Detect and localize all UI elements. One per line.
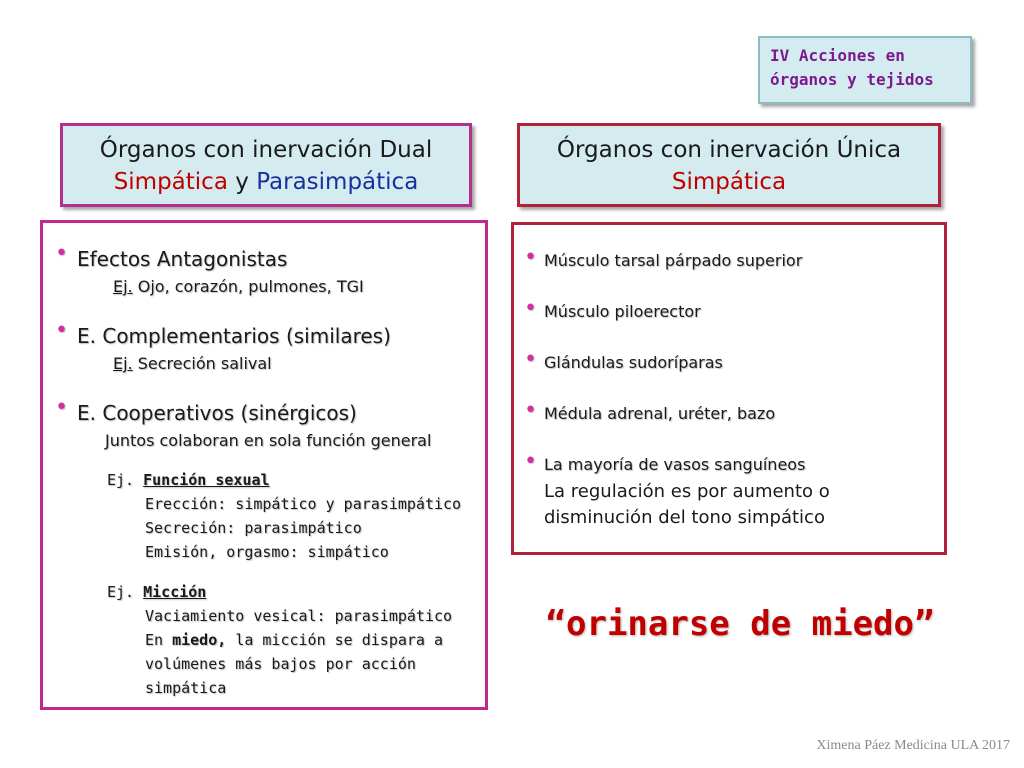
- example-label: Ej.: [113, 277, 133, 296]
- example-sexual-function: [107, 471, 270, 489]
- header-dual-parasimpatica: Parasimpática: [256, 169, 419, 195]
- example-text: Secreción salival: [137, 354, 272, 373]
- header-dual-y: y: [235, 169, 249, 195]
- section-tag-line2: órganos y tejidos: [770, 70, 934, 89]
- organ-adrenal: Médula adrenal, uréter, bazo: [544, 404, 776, 423]
- header-single-innervation: [517, 123, 941, 207]
- example-title: Función sexual: [143, 471, 270, 489]
- example-miccion-line2: [145, 631, 443, 649]
- quote-orinarse-de-miedo: “orinarse de miedo”: [545, 604, 935, 644]
- example-miccion: [107, 583, 206, 601]
- example-miccion-line4: simpática: [145, 679, 227, 697]
- example-title: Micción: [143, 583, 207, 601]
- dual-effects-panel: [40, 220, 488, 710]
- example-text: Ojo, corazón, pulmones, TGI: [137, 277, 364, 296]
- bullet-icon: •: [524, 296, 537, 321]
- header-dual-subtitle: [63, 166, 469, 198]
- example-sexual-line2: Secreción: parasimpático: [145, 519, 362, 537]
- header-dual-title: Órganos con inervación Dual: [99, 137, 433, 163]
- emphasis-miedo: miedo,: [172, 631, 227, 649]
- text: la micción se dispara a: [235, 631, 444, 649]
- bullet-icon: •: [524, 449, 537, 474]
- effect-cooperativos-desc: Juntos colaboran en sola función general: [105, 431, 432, 450]
- section-tag: [758, 36, 972, 104]
- header-unica-title: Órganos con inervación Única: [556, 137, 902, 163]
- section-tag-line1: IV Acciones en: [770, 46, 905, 65]
- effect-antagonistas: Efectos Antagonistas: [77, 247, 288, 271]
- bullet-icon: •: [55, 241, 68, 266]
- bullet-icon: •: [55, 395, 68, 420]
- organ-sweat-glands: Glándulas sudoríparas: [544, 353, 723, 372]
- organ-blood-vessels-desc2: disminución del tono simpático: [544, 507, 825, 528]
- effect-cooperativos: E. Cooperativos (sinérgicos): [77, 401, 357, 425]
- header-dual-simpatica: Simpática: [113, 169, 228, 195]
- example-label: Ej.: [107, 471, 135, 489]
- organ-piloerector: Músculo piloerector: [544, 302, 701, 321]
- single-effects-panel: [511, 222, 947, 555]
- organ-blood-vessels-desc1: La regulación es por aumento o: [544, 481, 830, 502]
- example-label: Ej.: [113, 354, 133, 373]
- text: En: [145, 631, 164, 649]
- example-sexual-line3: Emisión, orgasmo: simpático: [145, 543, 389, 561]
- footer-credit: Ximena Páez Medicina ULA 2017: [816, 738, 1010, 753]
- bullet-icon: •: [55, 318, 68, 343]
- example-miccion-line3: volúmenes más bajos por acción: [145, 655, 416, 673]
- effect-complementarios-example: [113, 354, 272, 373]
- effect-antagonistas-example: [113, 277, 364, 296]
- bullet-icon: •: [524, 398, 537, 423]
- header-dual-innervation: [60, 123, 472, 207]
- example-sexual-line1: Erección: simpático y parasimpático: [145, 495, 462, 513]
- header-unica-simpatica: Simpática: [671, 169, 787, 195]
- example-label: Ej.: [107, 583, 135, 601]
- effect-complementarios: E. Complementarios (similares): [77, 324, 391, 348]
- bullet-icon: •: [524, 245, 537, 270]
- bullet-icon: •: [524, 347, 537, 372]
- organ-blood-vessels: La mayoría de vasos sanguíneos: [544, 455, 806, 474]
- organ-tarsal: Músculo tarsal párpado superior: [544, 251, 803, 270]
- example-miccion-line1: Vaciamiento vesical: parasimpático: [145, 607, 453, 625]
